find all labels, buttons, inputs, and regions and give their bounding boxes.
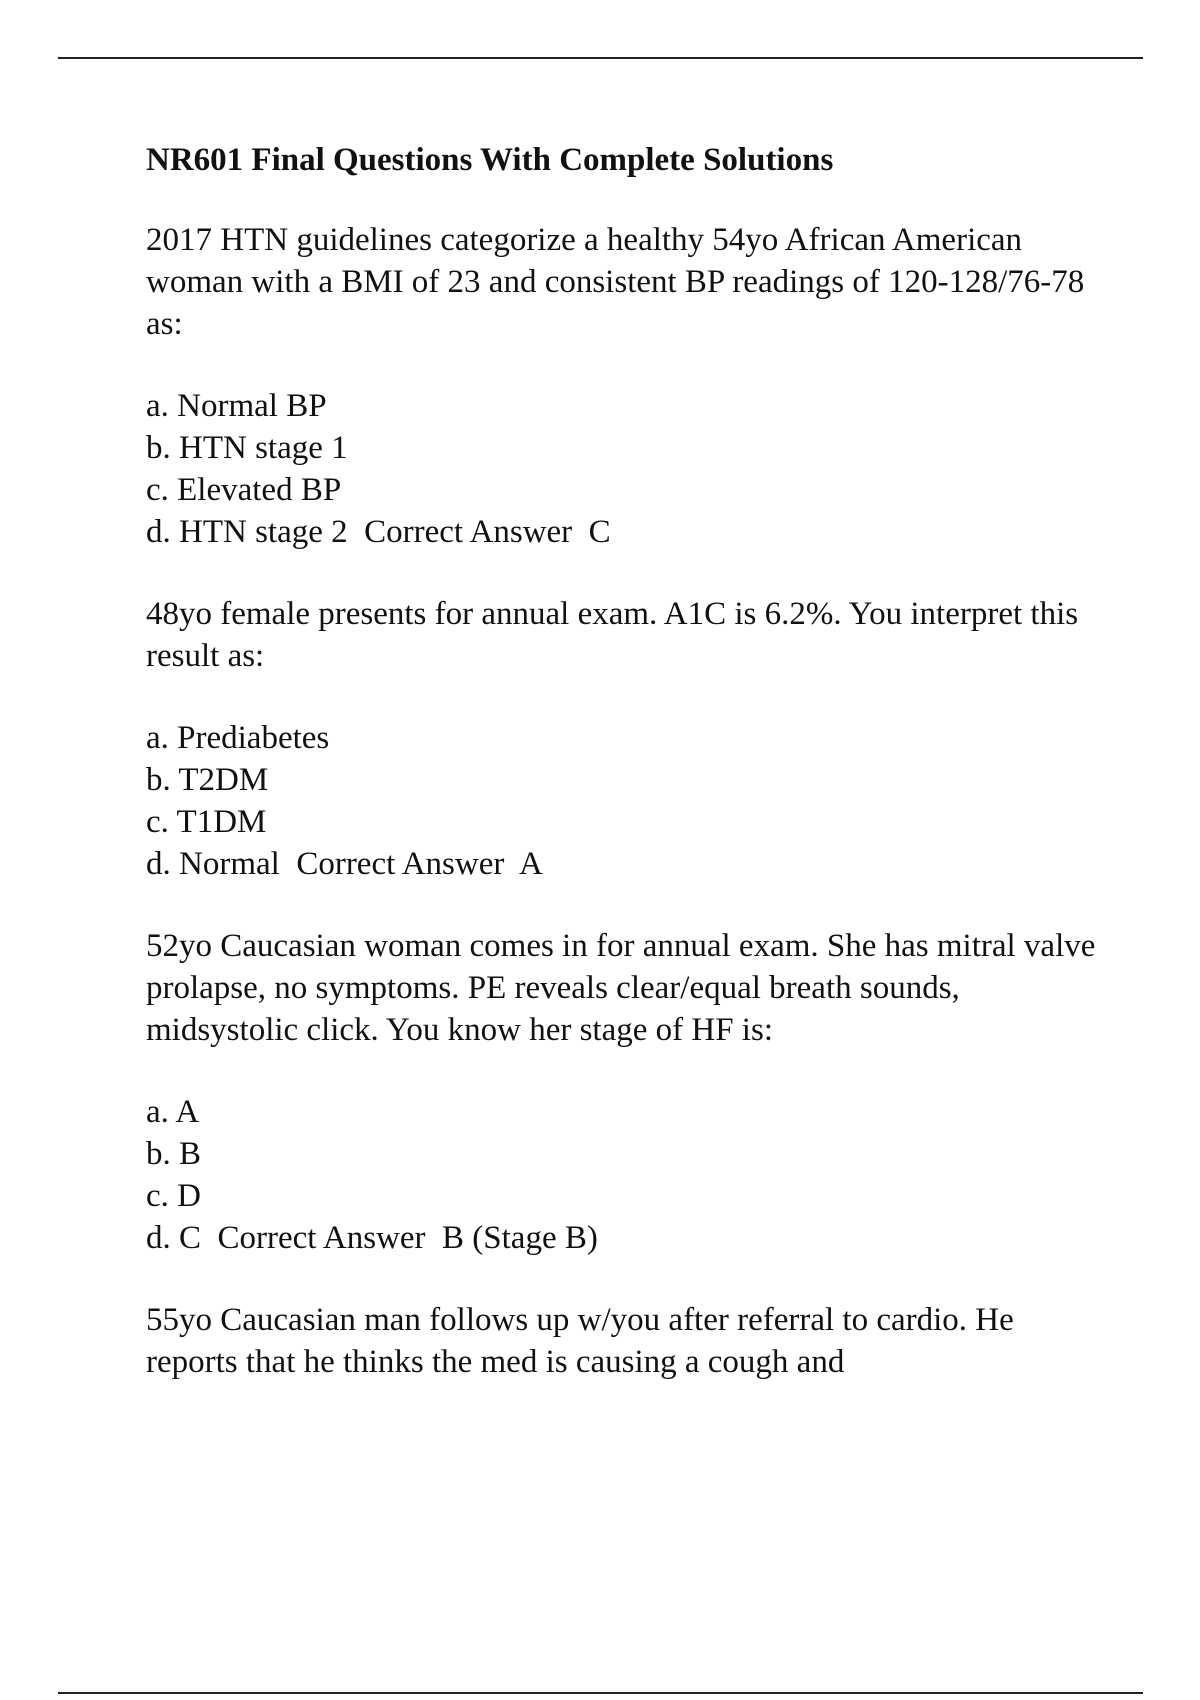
option-d: d. C [146,1220,202,1256]
footer-rule [58,1692,1143,1694]
answer-options [146,1091,1106,1259]
option-a: a. Prediabetes [146,720,330,756]
correct-answer: Correct Answer A [279,846,543,882]
correct-answer: Correct Answer B (Stage B) [201,1220,598,1256]
document-body [146,140,1106,1383]
option-a: a. A [146,1094,200,1130]
question-block [146,925,1106,1259]
answer-options [146,385,1106,553]
option-b: b. T2DM [146,762,269,798]
option-d: d. HTN stage 2 [146,514,348,550]
option-d-with-answer [146,843,1106,885]
option-d-with-answer [146,511,1106,553]
question-block [146,219,1106,553]
option-b: b. HTN stage 1 [146,430,348,466]
question-stem: 48yo female presents for annual exam. A1C is 6.2%. You interpret this result as: [146,596,1079,674]
option-b: b. B [146,1136,202,1172]
option-c: c. Elevated BP [146,472,342,508]
question-stem: 55yo Caucasian man follows up w/you after referral to cardio. He reports that he thinks the med is causing a cough and [146,1302,1014,1380]
question-stem: 52yo Caucasian woman comes in for annual exam. She has mitral valve prolapse, no symptoms. PE reveals clear/equal breath sounds, midsystolic click. You know her stage of HF is: [146,928,1096,1048]
question-block [146,593,1106,885]
correct-answer: Correct Answer C [347,514,611,550]
header-rule [58,57,1143,59]
option-d: d. Normal [146,846,280,882]
option-d-with-answer [146,1217,1106,1259]
option-c: c. D [146,1178,201,1214]
option-c: c. T1DM [146,804,267,840]
question-stem: 2017 HTN guidelines categorize a healthy 54yo African American woman with a BMI of 23 and consistent BP readings of 120-128/76-78 as: [146,222,1085,342]
option-a: a. Normal BP [146,388,327,424]
answer-options [146,717,1106,885]
document-title: NR601 Final Questions With Complete Solutions [146,142,834,178]
question-block [146,1299,1106,1383]
